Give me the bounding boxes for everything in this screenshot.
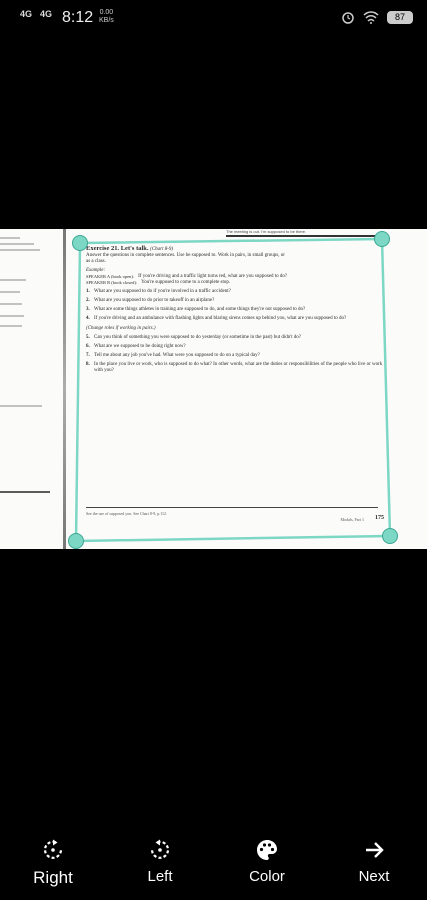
crop-handle-top-left[interactable] xyxy=(72,235,88,251)
speaker-b-text: You're supposed to come to a complete stop. xyxy=(141,280,231,285)
crop-handle-bottom-right[interactable] xyxy=(382,528,398,544)
network-speed-unit: KB/s xyxy=(99,17,114,24)
rotate-right-icon xyxy=(41,838,65,862)
next-label: Next xyxy=(358,868,390,885)
crop-handle-top-right[interactable] xyxy=(374,231,390,247)
item-text: If you're driving and an ambulance with flashing lights and blaring sirens comes up behind you, what are you supposed to do? xyxy=(94,316,347,321)
item-text: What are you supposed to do if you're involved in a traffic accident? xyxy=(94,289,231,294)
change-roles-note: (Change roles if working in pairs.) xyxy=(86,326,156,331)
footnote-divider xyxy=(86,507,378,508)
footnote: See the use of supposed you. See Chart 8-9, p.112. xyxy=(86,511,168,516)
document-page xyxy=(86,245,386,535)
rotate-left-icon xyxy=(148,838,172,862)
item-number: 5. xyxy=(86,335,90,340)
next-button[interactable] xyxy=(334,838,414,885)
example-label: Example: xyxy=(86,268,106,273)
item-text: In the place you live or work, who is supposed to do what? In other words, what are the duties or responsibilities of the people who live or work with you? xyxy=(94,362,383,373)
exercise-chart-ref: (Chart 8-9) xyxy=(150,247,174,252)
item-text: What are we supposed to be doing right now? xyxy=(94,344,186,349)
page-number: 175 xyxy=(375,515,384,521)
wifi-icon xyxy=(363,11,379,24)
speaker-a-text: If you're driving and a traffic light turns red, what are you supposed to do? xyxy=(138,274,288,279)
exercise-intro: Answer the questions in complete sentences. Use be supposed to. Work in pairs, in small groups, or as a class. xyxy=(86,253,285,264)
network-speed xyxy=(99,9,114,25)
exercise-item xyxy=(86,344,386,350)
clock: 8:12 xyxy=(62,9,94,26)
page-label: Modals, Part 1 xyxy=(340,517,364,522)
item-number: 1. xyxy=(86,289,90,294)
exercise-item xyxy=(86,298,386,304)
network-speed-value: 0.00 xyxy=(99,9,114,16)
speaker-a-label: SPEAKER A (book open): xyxy=(86,274,135,279)
status-bar xyxy=(0,0,427,36)
bottom-toolbar xyxy=(0,838,427,900)
rotate-left-label: Left xyxy=(147,868,173,885)
top-strip-text: The meeting is out. I'm supposed to be there. xyxy=(226,229,386,237)
item-number: 7. xyxy=(86,353,90,358)
speaker-b-label: SPEAKER B (book closed): xyxy=(86,280,138,285)
exercise-item xyxy=(86,353,386,359)
exercise-item xyxy=(86,289,386,295)
captured-photo xyxy=(0,229,427,549)
signal-1-indicator: 4G xyxy=(20,9,33,19)
exercise-title xyxy=(86,245,386,253)
item-number: 2. xyxy=(86,298,90,303)
rotate-right-button[interactable] xyxy=(13,838,93,888)
item-number: 4. xyxy=(86,316,90,321)
speaker-b-line xyxy=(86,280,386,286)
palette-icon xyxy=(255,838,279,862)
alarm-icon xyxy=(341,10,355,24)
status-icons xyxy=(341,10,413,24)
exercise-title-text: Exercise 21. Let's talk. xyxy=(86,245,149,252)
signal-2-indicator: 4G xyxy=(40,9,53,19)
item-number: 8. xyxy=(86,362,90,367)
color-label: Color xyxy=(249,868,285,885)
exercise-item xyxy=(86,316,386,322)
battery-indicator: 87 xyxy=(387,11,413,24)
rotate-right-label: Right xyxy=(33,868,73,887)
page-fold xyxy=(63,229,66,549)
item-text: Tell me about any job you've had. What were you supposed to do on a typical day? xyxy=(94,353,260,358)
exercise-items-part2 xyxy=(86,335,386,374)
item-text: What are some things athletes in training are supposed to do, and some things they're not supposed to do? xyxy=(94,307,306,312)
item-number: 6. xyxy=(86,344,90,349)
exercise-item xyxy=(86,335,386,341)
rotate-left-button[interactable] xyxy=(120,838,200,885)
item-number: 3. xyxy=(86,307,90,312)
item-text: Can you think of something you were supposed to do yesterday (or sometime in the past) but didn't do? xyxy=(94,335,301,340)
arrow-right-icon xyxy=(362,838,386,862)
crop-handle-bottom-left[interactable] xyxy=(68,533,84,549)
exercise-item xyxy=(86,307,386,313)
exercise-item xyxy=(86,362,386,374)
exercise-items-part1 xyxy=(86,289,386,322)
item-text: What are you supposed to do prior to takeoff in an airplane? xyxy=(94,298,215,303)
color-button[interactable] xyxy=(227,838,307,885)
adjacent-page xyxy=(0,229,66,549)
